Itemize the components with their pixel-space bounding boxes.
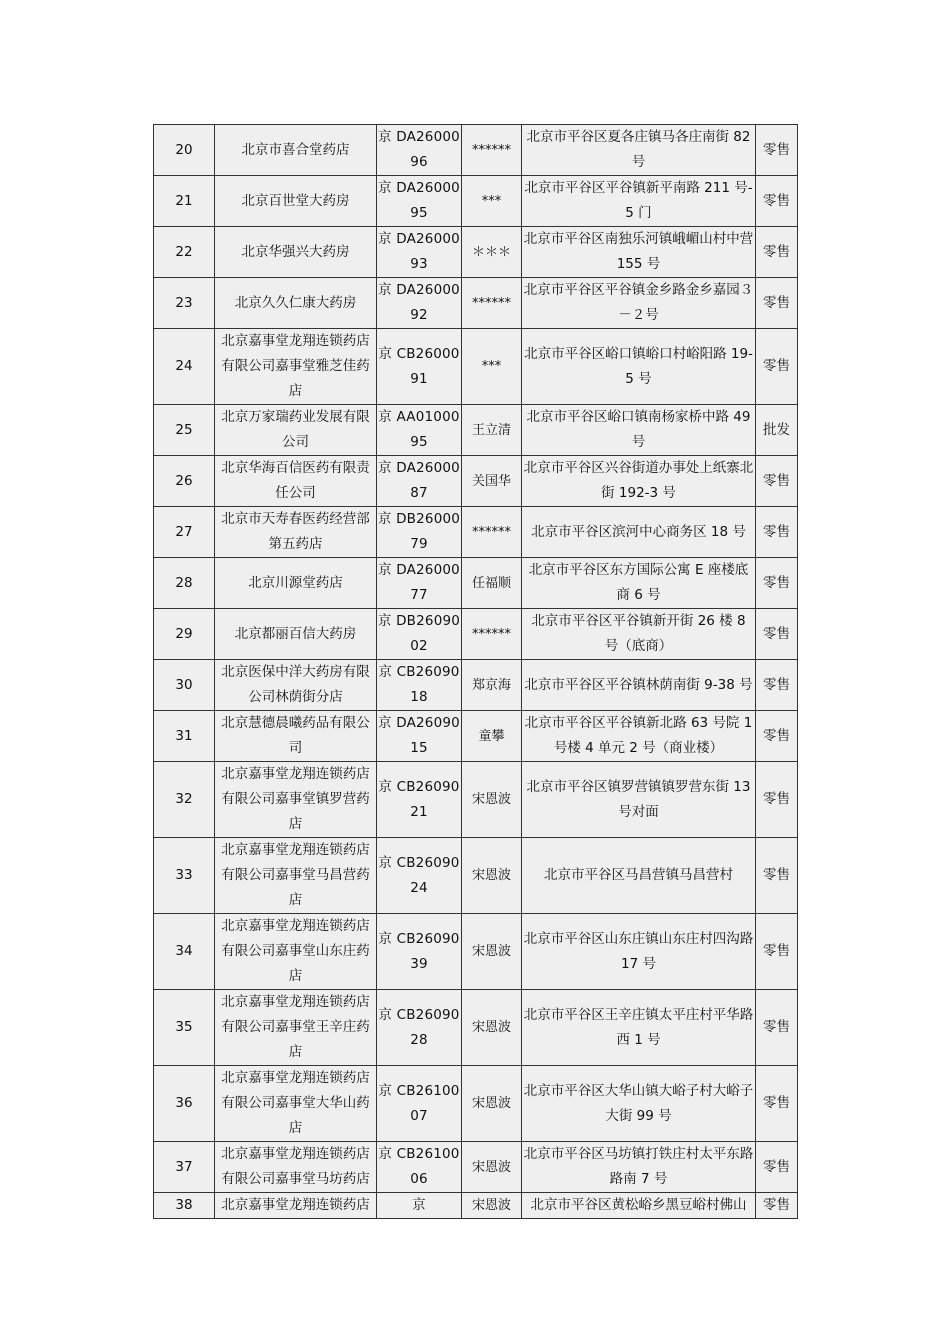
row-number-cell: 26 [154, 456, 215, 507]
responsible-person-cell: *** [462, 176, 522, 227]
row-number-cell: 37 [154, 1142, 215, 1193]
license-number-cell: 京 DA2600096 [377, 125, 462, 176]
company-name-cell: 北京嘉事堂龙翔连锁药店 [215, 1193, 377, 1219]
company-name-cell: 北京嘉事堂龙翔连锁药店有限公司嘉事堂大华山药店 [215, 1066, 377, 1142]
responsible-person-cell: 宋恩波 [462, 990, 522, 1066]
address-cell: 北京市平谷区马昌营镇马昌营村 [522, 838, 756, 914]
table-row [154, 125, 798, 176]
responsible-person-cell: 郑京海 [462, 660, 522, 711]
responsible-person-cell: ****** [462, 278, 522, 329]
table-row [154, 456, 798, 507]
table-row [154, 558, 798, 609]
company-name-cell: 北京川源堂药店 [215, 558, 377, 609]
license-number-cell: 京 AA0100095 [377, 405, 462, 456]
company-name-cell: 北京嘉事堂龙翔连锁药店有限公司嘉事堂山东庄药店 [215, 914, 377, 990]
row-number-cell: 35 [154, 990, 215, 1066]
address-cell: 北京市平谷区大华山镇大峪子村大峪子大街 99 号 [522, 1066, 756, 1142]
company-name-cell: 北京嘉事堂龙翔连锁药店有限公司嘉事堂雅芝佳药店 [215, 329, 377, 405]
row-number-cell: 21 [154, 176, 215, 227]
address-cell: 北京市平谷区兴谷街道办事处上纸寨北街 192-3 号 [522, 456, 756, 507]
address-cell: 北京市平谷区平谷镇新平南路 211 号-5 门 [522, 176, 756, 227]
license-number-cell: 京 DA2600092 [377, 278, 462, 329]
company-name-cell: 北京市喜合堂药店 [215, 125, 377, 176]
row-number-cell: 33 [154, 838, 215, 914]
business-type-cell: 零售 [756, 176, 798, 227]
company-name-cell: 北京市天寿春医药经营部第五药店 [215, 507, 377, 558]
responsible-person-cell: 任福顺 [462, 558, 522, 609]
table-row [154, 1142, 798, 1193]
company-name-cell: 北京华强兴大药房 [215, 227, 377, 278]
table-row [154, 711, 798, 762]
business-type-cell: 零售 [756, 329, 798, 405]
row-number-cell: 23 [154, 278, 215, 329]
company-name-cell: 北京华海百信医药有限责任公司 [215, 456, 377, 507]
business-type-cell: 零售 [756, 1066, 798, 1142]
responsible-person-cell: 宋恩波 [462, 1142, 522, 1193]
table-body [154, 125, 798, 1219]
row-number-cell: 24 [154, 329, 215, 405]
company-name-cell: 北京嘉事堂龙翔连锁药店有限公司嘉事堂王辛庄药店 [215, 990, 377, 1066]
business-type-cell: 零售 [756, 609, 798, 660]
responsible-person-cell: ****** [462, 125, 522, 176]
table-row [154, 838, 798, 914]
table-row [154, 507, 798, 558]
responsible-person-cell: 宋恩波 [462, 1066, 522, 1142]
table-row [154, 176, 798, 227]
business-type-cell: 零售 [756, 990, 798, 1066]
address-cell: 北京市平谷区马坊镇打铁庄村太平东路路南 7 号 [522, 1142, 756, 1193]
business-type-cell: 零售 [756, 711, 798, 762]
responsible-person-cell: 宋恩波 [462, 762, 522, 838]
table-row [154, 990, 798, 1066]
responsible-person-cell: 童攀 [462, 711, 522, 762]
company-name-cell: 北京万家瑞药业发展有限公司 [215, 405, 377, 456]
responsible-person-cell: *** [462, 329, 522, 405]
company-name-cell: 北京百世堂大药房 [215, 176, 377, 227]
license-number-cell: 京 DB2600079 [377, 507, 462, 558]
address-cell: 北京市平谷区平谷镇林荫南街 9-38 号 [522, 660, 756, 711]
responsible-person-cell: 宋恩波 [462, 838, 522, 914]
responsible-person-cell: 宋恩波 [462, 1193, 522, 1219]
address-cell: 北京市平谷区南独乐河镇峨嵋山村中营 155 号 [522, 227, 756, 278]
address-cell: 北京市平谷区镇罗营镇镇罗营东街 13 号对面 [522, 762, 756, 838]
row-number-cell: 31 [154, 711, 215, 762]
table-row [154, 278, 798, 329]
business-type-cell: 零售 [756, 838, 798, 914]
company-name-cell: 北京久久仁康大药房 [215, 278, 377, 329]
address-cell: 北京市平谷区峪口镇南杨家桥中路 49 号 [522, 405, 756, 456]
row-number-cell: 34 [154, 914, 215, 990]
table-row [154, 405, 798, 456]
license-number-cell: 京 CB2609028 [377, 990, 462, 1066]
company-name-cell: 北京医保中洋大药房有限公司林荫街分店 [215, 660, 377, 711]
business-type-cell: 零售 [756, 507, 798, 558]
address-cell: 北京市平谷区黄松峪乡黑豆峪村佛山 [522, 1193, 756, 1219]
responsible-person-cell: 关国华 [462, 456, 522, 507]
license-number-cell: 京 CB2610007 [377, 1066, 462, 1142]
row-number-cell: 25 [154, 405, 215, 456]
license-number-cell: 京 DA2600093 [377, 227, 462, 278]
business-type-cell: 零售 [756, 125, 798, 176]
company-name-cell: 北京嘉事堂龙翔连锁药店有限公司嘉事堂马坊药店 [215, 1142, 377, 1193]
license-number-cell: 京 CB2609018 [377, 660, 462, 711]
responsible-person-cell: ****** [462, 507, 522, 558]
business-type-cell: 零售 [756, 1193, 798, 1219]
table-row [154, 914, 798, 990]
responsible-person-cell: ＊＊＊ [462, 227, 522, 278]
address-cell: 北京市平谷区山东庄镇山东庄村四沟路 17 号 [522, 914, 756, 990]
license-number-cell: 京 CB2609039 [377, 914, 462, 990]
company-name-cell: 北京慧德晨曦药品有限公司 [215, 711, 377, 762]
responsible-person-cell: 王立清 [462, 405, 522, 456]
table-row [154, 1193, 798, 1219]
business-type-cell: 零售 [756, 660, 798, 711]
table-row [154, 609, 798, 660]
business-type-cell: 零售 [756, 1142, 798, 1193]
address-cell: 北京市平谷区平谷镇新开街 26 楼 8 号（底商） [522, 609, 756, 660]
business-type-cell: 零售 [756, 278, 798, 329]
license-number-cell: 京 CB2610006 [377, 1142, 462, 1193]
table-row [154, 227, 798, 278]
row-number-cell: 29 [154, 609, 215, 660]
pharmacy-table [153, 124, 798, 1219]
table-row [154, 329, 798, 405]
responsible-person-cell: ****** [462, 609, 522, 660]
table-row [154, 762, 798, 838]
address-cell: 北京市平谷区平谷镇新北路 63 号院 1 号楼 4 单元 2 号（商业楼） [522, 711, 756, 762]
license-number-cell: 京 CB2609024 [377, 838, 462, 914]
license-number-cell: 京 DA2600095 [377, 176, 462, 227]
business-type-cell: 零售 [756, 914, 798, 990]
address-cell: 北京市平谷区滨河中心商务区 18 号 [522, 507, 756, 558]
row-number-cell: 30 [154, 660, 215, 711]
license-number-cell: 京 DA2600087 [377, 456, 462, 507]
row-number-cell: 32 [154, 762, 215, 838]
license-number-cell: 京 CB2609021 [377, 762, 462, 838]
address-cell: 北京市平谷区王辛庄镇太平庄村平华路西 1 号 [522, 990, 756, 1066]
company-name-cell: 北京嘉事堂龙翔连锁药店有限公司嘉事堂马昌营药店 [215, 838, 377, 914]
address-cell: 北京市平谷区夏各庄镇马各庄南街 82 号 [522, 125, 756, 176]
address-cell: 北京市平谷区峪口镇峪口村峪阳路 19-5 号 [522, 329, 756, 405]
business-type-cell: 零售 [756, 456, 798, 507]
responsible-person-cell: 宋恩波 [462, 914, 522, 990]
business-type-cell: 零售 [756, 762, 798, 838]
license-number-cell: 京 CB2600091 [377, 329, 462, 405]
company-name-cell: 北京嘉事堂龙翔连锁药店有限公司嘉事堂镇罗营药店 [215, 762, 377, 838]
license-number-cell: 京 DB2609002 [377, 609, 462, 660]
row-number-cell: 22 [154, 227, 215, 278]
address-cell: 北京市平谷区东方国际公寓 E 座楼底商 6 号 [522, 558, 756, 609]
row-number-cell: 20 [154, 125, 215, 176]
address-cell: 北京市平谷区平谷镇金乡路金乡嘉园３－２号 [522, 278, 756, 329]
license-number-cell: 京 DA2600077 [377, 558, 462, 609]
row-number-cell: 38 [154, 1193, 215, 1219]
business-type-cell: 批发 [756, 405, 798, 456]
row-number-cell: 28 [154, 558, 215, 609]
business-type-cell: 零售 [756, 558, 798, 609]
row-number-cell: 27 [154, 507, 215, 558]
business-type-cell: 零售 [756, 227, 798, 278]
table-row [154, 1066, 798, 1142]
row-number-cell: 36 [154, 1066, 215, 1142]
license-number-cell: 京 DA2609015 [377, 711, 462, 762]
license-number-cell: 京 [377, 1193, 462, 1219]
table-row [154, 660, 798, 711]
company-name-cell: 北京都丽百信大药房 [215, 609, 377, 660]
